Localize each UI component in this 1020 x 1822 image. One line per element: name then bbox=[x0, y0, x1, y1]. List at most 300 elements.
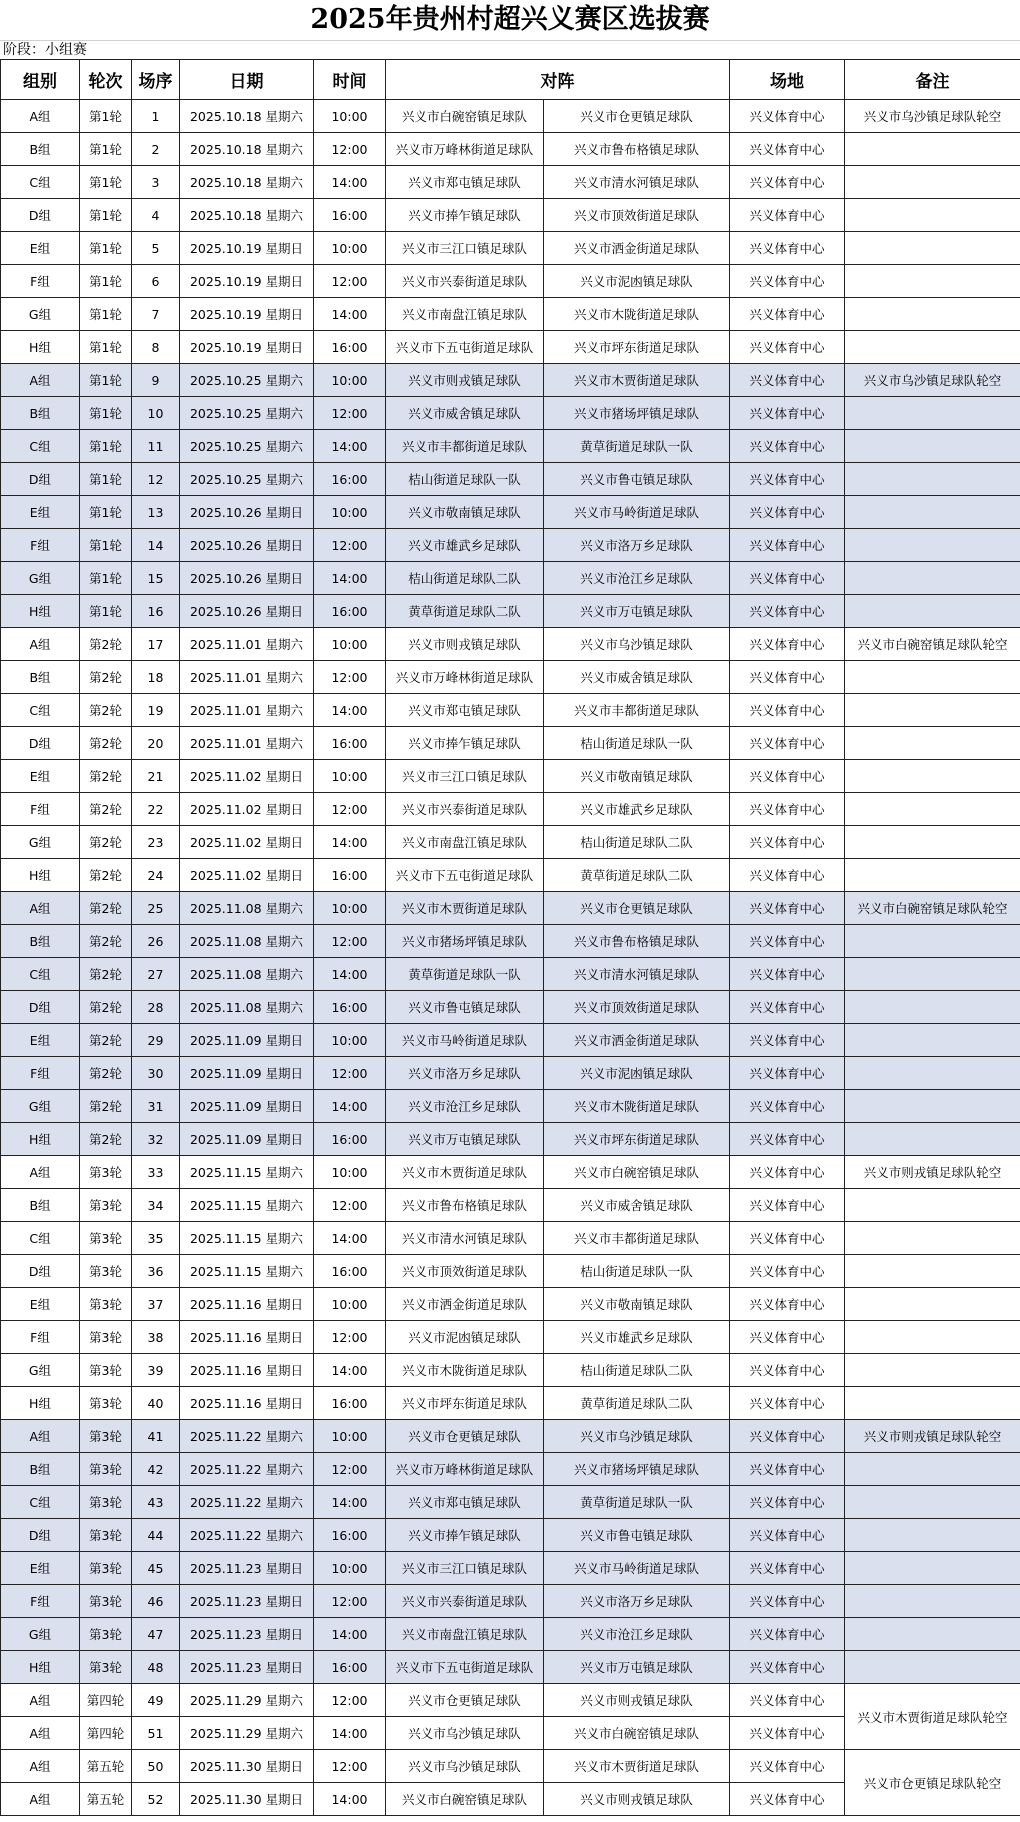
cell-venue: 兴义体育中心 bbox=[730, 1387, 845, 1420]
table-row bbox=[1, 1288, 1020, 1321]
cell-time: 12:00 bbox=[314, 529, 386, 562]
cell-home-team: 兴义市木贾街道足球队 bbox=[386, 1156, 544, 1189]
cell-note bbox=[845, 1486, 1020, 1519]
cell-match-no: 29 bbox=[132, 1024, 180, 1057]
cell-home-team: 黄草街道足球队二队 bbox=[386, 595, 544, 628]
cell-date: 2025.10.25 星期六 bbox=[180, 364, 314, 397]
cell-match-no: 10 bbox=[132, 397, 180, 430]
cell-venue: 兴义体育中心 bbox=[730, 133, 845, 166]
cell-away-team: 桔山街道足球队一队 bbox=[544, 727, 730, 760]
cell-note bbox=[845, 694, 1020, 727]
cell-group: B组 bbox=[1, 661, 80, 694]
cell-time: 14:00 bbox=[314, 1783, 386, 1816]
cell-away-team: 桔山街道足球队二队 bbox=[544, 826, 730, 859]
cell-venue: 兴义体育中心 bbox=[730, 529, 845, 562]
cell-date: 2025.10.25 星期六 bbox=[180, 430, 314, 463]
cell-venue: 兴义体育中心 bbox=[730, 199, 845, 232]
cell-time: 14:00 bbox=[314, 562, 386, 595]
cell-note bbox=[845, 529, 1020, 562]
cell-round: 第1轮 bbox=[80, 166, 132, 199]
cell-round: 第3轮 bbox=[80, 1222, 132, 1255]
cell-away-team: 兴义市则戎镇足球队 bbox=[544, 1684, 730, 1717]
cell-note bbox=[845, 859, 1020, 892]
cell-group: D组 bbox=[1, 463, 80, 496]
cell-group: F组 bbox=[1, 1321, 80, 1354]
cell-time: 16:00 bbox=[314, 463, 386, 496]
cell-time: 12:00 bbox=[314, 925, 386, 958]
cell-time: 16:00 bbox=[314, 859, 386, 892]
cell-round: 第3轮 bbox=[80, 1387, 132, 1420]
cell-group: F组 bbox=[1, 1057, 80, 1090]
cell-match-no: 3 bbox=[132, 166, 180, 199]
cell-time: 14:00 bbox=[314, 298, 386, 331]
cell-venue: 兴义体育中心 bbox=[730, 1519, 845, 1552]
cell-group: A组 bbox=[1, 1420, 80, 1453]
cell-date: 2025.10.18 星期六 bbox=[180, 100, 314, 133]
table-row bbox=[1, 133, 1020, 166]
table-row bbox=[1, 1222, 1020, 1255]
cell-group: H组 bbox=[1, 331, 80, 364]
cell-home-team: 兴义市下五屯街道足球队 bbox=[386, 859, 544, 892]
cell-venue: 兴义体育中心 bbox=[730, 1684, 845, 1717]
cell-home-team: 兴义市威舍镇足球队 bbox=[386, 397, 544, 430]
cell-home-team: 兴义市兴泰街道足球队 bbox=[386, 265, 544, 298]
cell-group: H组 bbox=[1, 1387, 80, 1420]
cell-time: 16:00 bbox=[314, 1519, 386, 1552]
cell-venue: 兴义体育中心 bbox=[730, 1288, 845, 1321]
cell-date: 2025.11.02 星期日 bbox=[180, 859, 314, 892]
cell-date: 2025.10.25 星期六 bbox=[180, 397, 314, 430]
cell-date: 2025.11.09 星期日 bbox=[180, 1057, 314, 1090]
cell-home-team: 兴义市白碗窑镇足球队 bbox=[386, 1783, 544, 1816]
cell-home-team: 黄草街道足球队一队 bbox=[386, 958, 544, 991]
table-row bbox=[1, 661, 1020, 694]
cell-home-team: 兴义市木贾街道足球队 bbox=[386, 892, 544, 925]
cell-home-team: 兴义市乌沙镇足球队 bbox=[386, 1717, 544, 1750]
header-note: 备注 bbox=[845, 60, 1020, 100]
cell-venue: 兴义体育中心 bbox=[730, 1717, 845, 1750]
cell-time: 10:00 bbox=[314, 100, 386, 133]
cell-match-no: 35 bbox=[132, 1222, 180, 1255]
cell-note bbox=[845, 232, 1020, 265]
cell-date: 2025.10.19 星期日 bbox=[180, 331, 314, 364]
cell-round: 第3轮 bbox=[80, 1354, 132, 1387]
cell-venue: 兴义体育中心 bbox=[730, 430, 845, 463]
cell-away-team: 兴义市鲁布格镇足球队 bbox=[544, 133, 730, 166]
table-header-row bbox=[1, 60, 1020, 100]
cell-note bbox=[845, 199, 1020, 232]
cell-match-no: 22 bbox=[132, 793, 180, 826]
cell-away-team: 兴义市敬南镇足球队 bbox=[544, 1288, 730, 1321]
cell-note bbox=[845, 1453, 1020, 1486]
cell-venue: 兴义体育中心 bbox=[730, 1618, 845, 1651]
cell-venue: 兴义体育中心 bbox=[730, 628, 845, 661]
cell-round: 第五轮 bbox=[80, 1750, 132, 1783]
cell-time: 14:00 bbox=[314, 1222, 386, 1255]
cell-round: 第3轮 bbox=[80, 1519, 132, 1552]
cell-venue: 兴义体育中心 bbox=[730, 991, 845, 1024]
cell-date: 2025.11.09 星期日 bbox=[180, 1024, 314, 1057]
cell-venue: 兴义体育中心 bbox=[730, 793, 845, 826]
cell-away-team: 兴义市鲁屯镇足球队 bbox=[544, 463, 730, 496]
cell-venue: 兴义体育中心 bbox=[730, 265, 845, 298]
cell-date: 2025.11.01 星期六 bbox=[180, 628, 314, 661]
cell-date: 2025.11.02 星期日 bbox=[180, 760, 314, 793]
cell-time: 12:00 bbox=[314, 1750, 386, 1783]
cell-home-team: 兴义市兴泰街道足球队 bbox=[386, 793, 544, 826]
cell-date: 2025.11.01 星期六 bbox=[180, 694, 314, 727]
cell-away-team: 兴义市鲁屯镇足球队 bbox=[544, 1519, 730, 1552]
cell-home-team: 兴义市万峰林街道足球队 bbox=[386, 133, 544, 166]
cell-note bbox=[845, 1552, 1020, 1585]
cell-time: 16:00 bbox=[314, 1123, 386, 1156]
cell-note bbox=[845, 166, 1020, 199]
cell-away-team: 桔山街道足球队一队 bbox=[544, 1255, 730, 1288]
cell-away-team: 兴义市泥凼镇足球队 bbox=[544, 265, 730, 298]
cell-away-team: 兴义市乌沙镇足球队 bbox=[544, 628, 730, 661]
cell-note bbox=[845, 397, 1020, 430]
cell-away-team: 兴义市乌沙镇足球队 bbox=[544, 1420, 730, 1453]
cell-group: A组 bbox=[1, 892, 80, 925]
cell-home-team: 兴义市鲁布格镇足球队 bbox=[386, 1189, 544, 1222]
cell-round: 第1轮 bbox=[80, 331, 132, 364]
cell-note bbox=[845, 595, 1020, 628]
cell-match-no: 48 bbox=[132, 1651, 180, 1684]
cell-round: 第1轮 bbox=[80, 529, 132, 562]
cell-round: 第1轮 bbox=[80, 397, 132, 430]
cell-venue: 兴义体育中心 bbox=[730, 1420, 845, 1453]
table-row bbox=[1, 1123, 1020, 1156]
cell-round: 第3轮 bbox=[80, 1453, 132, 1486]
cell-home-team: 兴义市三江口镇足球队 bbox=[386, 232, 544, 265]
cell-home-team: 兴义市乌沙镇足球队 bbox=[386, 1750, 544, 1783]
cell-round: 第3轮 bbox=[80, 1585, 132, 1618]
cell-date: 2025.10.19 星期日 bbox=[180, 232, 314, 265]
cell-time: 14:00 bbox=[314, 826, 386, 859]
cell-match-no: 11 bbox=[132, 430, 180, 463]
cell-note: 兴义市乌沙镇足球队轮空 bbox=[845, 364, 1020, 397]
cell-group: E组 bbox=[1, 1024, 80, 1057]
cell-match-no: 8 bbox=[132, 331, 180, 364]
cell-home-team: 兴义市万峰林街道足球队 bbox=[386, 661, 544, 694]
cell-round: 第1轮 bbox=[80, 595, 132, 628]
cell-venue: 兴义体育中心 bbox=[730, 661, 845, 694]
cell-home-team: 兴义市洒金街道足球队 bbox=[386, 1288, 544, 1321]
cell-group: E组 bbox=[1, 496, 80, 529]
cell-time: 14:00 bbox=[314, 1717, 386, 1750]
cell-match-no: 19 bbox=[132, 694, 180, 727]
cell-round: 第1轮 bbox=[80, 232, 132, 265]
cell-home-team: 兴义市木陇街道足球队 bbox=[386, 1354, 544, 1387]
cell-date: 2025.10.18 星期六 bbox=[180, 166, 314, 199]
cell-group: B组 bbox=[1, 397, 80, 430]
cell-date: 2025.11.15 星期六 bbox=[180, 1222, 314, 1255]
cell-away-team: 兴义市坪东街道足球队 bbox=[544, 1123, 730, 1156]
cell-time: 10:00 bbox=[314, 496, 386, 529]
cell-match-no: 37 bbox=[132, 1288, 180, 1321]
cell-time: 12:00 bbox=[314, 1189, 386, 1222]
cell-round: 第1轮 bbox=[80, 265, 132, 298]
cell-time: 16:00 bbox=[314, 1651, 386, 1684]
cell-date: 2025.10.19 星期日 bbox=[180, 298, 314, 331]
cell-time: 10:00 bbox=[314, 1552, 386, 1585]
cell-group: A组 bbox=[1, 1717, 80, 1750]
cell-home-team: 兴义市雄武乡足球队 bbox=[386, 529, 544, 562]
page-title: 2025年贵州村超兴义赛区选拔赛 bbox=[0, 0, 1020, 41]
cell-home-team: 兴义市丰都街道足球队 bbox=[386, 430, 544, 463]
cell-group: C组 bbox=[1, 1222, 80, 1255]
cell-group: F组 bbox=[1, 793, 80, 826]
cell-group: E组 bbox=[1, 1552, 80, 1585]
schedule-table bbox=[0, 59, 1020, 1816]
table-row bbox=[1, 826, 1020, 859]
cell-home-team: 兴义市万峰林街道足球队 bbox=[386, 1453, 544, 1486]
cell-date: 2025.10.26 星期日 bbox=[180, 529, 314, 562]
cell-home-team: 兴义市三江口镇足球队 bbox=[386, 760, 544, 793]
cell-home-team: 兴义市鲁屯镇足球队 bbox=[386, 991, 544, 1024]
cell-note bbox=[845, 562, 1020, 595]
cell-venue: 兴义体育中心 bbox=[730, 232, 845, 265]
cell-group: G组 bbox=[1, 562, 80, 595]
cell-venue: 兴义体育中心 bbox=[730, 1321, 845, 1354]
cell-home-team: 兴义市郑屯镇足球队 bbox=[386, 694, 544, 727]
table-row bbox=[1, 1255, 1020, 1288]
cell-date: 2025.11.01 星期六 bbox=[180, 661, 314, 694]
cell-note bbox=[845, 1651, 1020, 1684]
cell-note bbox=[845, 793, 1020, 826]
cell-match-no: 38 bbox=[132, 1321, 180, 1354]
cell-match-no: 14 bbox=[132, 529, 180, 562]
cell-note bbox=[845, 1090, 1020, 1123]
cell-venue: 兴义体育中心 bbox=[730, 1783, 845, 1816]
cell-venue: 兴义体育中心 bbox=[730, 1057, 845, 1090]
cell-home-team: 兴义市顶效街道足球队 bbox=[386, 1255, 544, 1288]
cell-group: H组 bbox=[1, 595, 80, 628]
table-row bbox=[1, 397, 1020, 430]
cell-time: 12:00 bbox=[314, 1321, 386, 1354]
cell-home-team: 兴义市清水河镇足球队 bbox=[386, 1222, 544, 1255]
cell-home-team: 兴义市捧乍镇足球队 bbox=[386, 727, 544, 760]
cell-time: 10:00 bbox=[314, 1024, 386, 1057]
table-row bbox=[1, 232, 1020, 265]
table-row bbox=[1, 1156, 1020, 1189]
cell-match-no: 24 bbox=[132, 859, 180, 892]
cell-note: 兴义市则戎镇足球队轮空 bbox=[845, 1420, 1020, 1453]
cell-match-no: 18 bbox=[132, 661, 180, 694]
cell-group: A组 bbox=[1, 1783, 80, 1816]
header-group: 组别 bbox=[1, 60, 80, 100]
cell-round: 第1轮 bbox=[80, 496, 132, 529]
cell-away-team: 兴义市洒金街道足球队 bbox=[544, 1024, 730, 1057]
cell-time: 12:00 bbox=[314, 397, 386, 430]
cell-note bbox=[845, 760, 1020, 793]
cell-group: H组 bbox=[1, 859, 80, 892]
table-row bbox=[1, 1552, 1020, 1585]
cell-round: 第2轮 bbox=[80, 991, 132, 1024]
cell-away-team: 兴义市马岭街道足球队 bbox=[544, 1552, 730, 1585]
cell-group: C组 bbox=[1, 694, 80, 727]
cell-venue: 兴义体育中心 bbox=[730, 1453, 845, 1486]
table-row bbox=[1, 859, 1020, 892]
cell-home-team: 兴义市沧江乡足球队 bbox=[386, 1090, 544, 1123]
cell-group: D组 bbox=[1, 199, 80, 232]
cell-away-team: 兴义市鲁布格镇足球队 bbox=[544, 925, 730, 958]
cell-away-team: 兴义市顶效街道足球队 bbox=[544, 991, 730, 1024]
cell-note: 兴义市木贾街道足球队轮空 bbox=[845, 1684, 1020, 1750]
cell-group: E组 bbox=[1, 232, 80, 265]
cell-date: 2025.11.01 星期六 bbox=[180, 727, 314, 760]
table-row bbox=[1, 727, 1020, 760]
cell-match-no: 20 bbox=[132, 727, 180, 760]
cell-away-team: 兴义市顶效街道足球队 bbox=[544, 199, 730, 232]
table-row bbox=[1, 1354, 1020, 1387]
cell-date: 2025.10.18 星期六 bbox=[180, 133, 314, 166]
cell-venue: 兴义体育中心 bbox=[730, 331, 845, 364]
cell-round: 第3轮 bbox=[80, 1189, 132, 1222]
header-time: 时间 bbox=[314, 60, 386, 100]
cell-group: B组 bbox=[1, 925, 80, 958]
cell-away-team: 兴义市泥凼镇足球队 bbox=[544, 1057, 730, 1090]
cell-group: D组 bbox=[1, 1519, 80, 1552]
cell-match-no: 46 bbox=[132, 1585, 180, 1618]
cell-note: 兴义市则戎镇足球队轮空 bbox=[845, 1156, 1020, 1189]
cell-away-team: 兴义市洛万乡足球队 bbox=[544, 1585, 730, 1618]
cell-date: 2025.11.08 星期六 bbox=[180, 925, 314, 958]
cell-round: 第3轮 bbox=[80, 1618, 132, 1651]
cell-match-no: 40 bbox=[132, 1387, 180, 1420]
table-row bbox=[1, 1651, 1020, 1684]
cell-away-team: 兴义市坪东街道足球队 bbox=[544, 331, 730, 364]
cell-round: 第3轮 bbox=[80, 1420, 132, 1453]
cell-venue: 兴义体育中心 bbox=[730, 1123, 845, 1156]
cell-time: 12:00 bbox=[314, 1453, 386, 1486]
cell-away-team: 兴义市丰都街道足球队 bbox=[544, 694, 730, 727]
cell-match-no: 39 bbox=[132, 1354, 180, 1387]
table-row bbox=[1, 1321, 1020, 1354]
cell-match-no: 34 bbox=[132, 1189, 180, 1222]
cell-match-no: 4 bbox=[132, 199, 180, 232]
cell-date: 2025.11.15 星期六 bbox=[180, 1189, 314, 1222]
cell-time: 14:00 bbox=[314, 1618, 386, 1651]
cell-away-team: 兴义市木贾街道足球队 bbox=[544, 364, 730, 397]
table-row bbox=[1, 199, 1020, 232]
cell-away-team: 兴义市仓更镇足球队 bbox=[544, 100, 730, 133]
cell-date: 2025.11.08 星期六 bbox=[180, 958, 314, 991]
cell-home-team: 桔山街道足球队一队 bbox=[386, 463, 544, 496]
cell-round: 第2轮 bbox=[80, 727, 132, 760]
cell-time: 12:00 bbox=[314, 1684, 386, 1717]
cell-time: 14:00 bbox=[314, 694, 386, 727]
cell-away-team: 兴义市白碗窑镇足球队 bbox=[544, 1717, 730, 1750]
cell-home-team: 兴义市南盘江镇足球队 bbox=[386, 826, 544, 859]
cell-match-no: 52 bbox=[132, 1783, 180, 1816]
cell-round: 第2轮 bbox=[80, 859, 132, 892]
cell-venue: 兴义体育中心 bbox=[730, 1750, 845, 1783]
cell-home-team: 兴义市下五屯街道足球队 bbox=[386, 1651, 544, 1684]
cell-group: D组 bbox=[1, 727, 80, 760]
cell-note bbox=[845, 1222, 1020, 1255]
table-row bbox=[1, 793, 1020, 826]
table-row bbox=[1, 1090, 1020, 1123]
cell-round: 第1轮 bbox=[80, 298, 132, 331]
cell-match-no: 36 bbox=[132, 1255, 180, 1288]
cell-venue: 兴义体育中心 bbox=[730, 166, 845, 199]
cell-away-team: 黄草街道足球队二队 bbox=[544, 1387, 730, 1420]
cell-home-team: 兴义市泥凼镇足球队 bbox=[386, 1321, 544, 1354]
cell-home-team: 兴义市则戎镇足球队 bbox=[386, 628, 544, 661]
cell-time: 12:00 bbox=[314, 265, 386, 298]
cell-round: 第1轮 bbox=[80, 100, 132, 133]
cell-date: 2025.11.23 星期日 bbox=[180, 1585, 314, 1618]
cell-match-no: 31 bbox=[132, 1090, 180, 1123]
cell-group: A组 bbox=[1, 1156, 80, 1189]
cell-note: 兴义市乌沙镇足球队轮空 bbox=[845, 100, 1020, 133]
table-row bbox=[1, 760, 1020, 793]
cell-group: F组 bbox=[1, 1585, 80, 1618]
cell-match-no: 27 bbox=[132, 958, 180, 991]
cell-note bbox=[845, 496, 1020, 529]
cell-note bbox=[845, 133, 1020, 166]
cell-group: G组 bbox=[1, 298, 80, 331]
cell-date: 2025.11.09 星期日 bbox=[180, 1123, 314, 1156]
cell-date: 2025.11.09 星期日 bbox=[180, 1090, 314, 1123]
cell-venue: 兴义体育中心 bbox=[730, 1090, 845, 1123]
cell-date: 2025.11.30 星期日 bbox=[180, 1783, 314, 1816]
cell-away-team: 兴义市沧江乡足球队 bbox=[544, 1618, 730, 1651]
cell-time: 16:00 bbox=[314, 991, 386, 1024]
header-matchup: 对阵 bbox=[386, 60, 730, 100]
cell-match-no: 9 bbox=[132, 364, 180, 397]
cell-note bbox=[845, 958, 1020, 991]
cell-home-team: 兴义市猪场坪镇足球队 bbox=[386, 925, 544, 958]
cell-venue: 兴义体育中心 bbox=[730, 298, 845, 331]
cell-venue: 兴义体育中心 bbox=[730, 694, 845, 727]
cell-away-team: 兴义市猪场坪镇足球队 bbox=[544, 1453, 730, 1486]
cell-venue: 兴义体育中心 bbox=[730, 364, 845, 397]
cell-match-no: 42 bbox=[132, 1453, 180, 1486]
cell-match-no: 17 bbox=[132, 628, 180, 661]
cell-group: A组 bbox=[1, 628, 80, 661]
cell-venue: 兴义体育中心 bbox=[730, 892, 845, 925]
cell-note: 兴义市仓更镇足球队轮空 bbox=[845, 1750, 1020, 1816]
header-venue: 场地 bbox=[730, 60, 845, 100]
cell-venue: 兴义体育中心 bbox=[730, 1585, 845, 1618]
cell-note bbox=[845, 463, 1020, 496]
table-row bbox=[1, 1387, 1020, 1420]
cell-note bbox=[845, 991, 1020, 1024]
table-row bbox=[1, 1453, 1020, 1486]
cell-home-team: 兴义市兴泰街道足球队 bbox=[386, 1585, 544, 1618]
cell-match-no: 49 bbox=[132, 1684, 180, 1717]
cell-venue: 兴义体育中心 bbox=[730, 496, 845, 529]
cell-time: 12:00 bbox=[314, 793, 386, 826]
table-row bbox=[1, 991, 1020, 1024]
header-round: 轮次 bbox=[80, 60, 132, 100]
cell-time: 16:00 bbox=[314, 199, 386, 232]
cell-match-no: 26 bbox=[132, 925, 180, 958]
cell-venue: 兴义体育中心 bbox=[730, 397, 845, 430]
cell-round: 第3轮 bbox=[80, 1651, 132, 1684]
table-row bbox=[1, 562, 1020, 595]
cell-home-team: 兴义市下五屯街道足球队 bbox=[386, 331, 544, 364]
cell-time: 16:00 bbox=[314, 1387, 386, 1420]
cell-round: 第2轮 bbox=[80, 628, 132, 661]
cell-venue: 兴义体育中心 bbox=[730, 826, 845, 859]
cell-round: 第2轮 bbox=[80, 694, 132, 727]
cell-round: 第2轮 bbox=[80, 1123, 132, 1156]
cell-home-team: 桔山街道足球队二队 bbox=[386, 562, 544, 595]
cell-match-no: 51 bbox=[132, 1717, 180, 1750]
